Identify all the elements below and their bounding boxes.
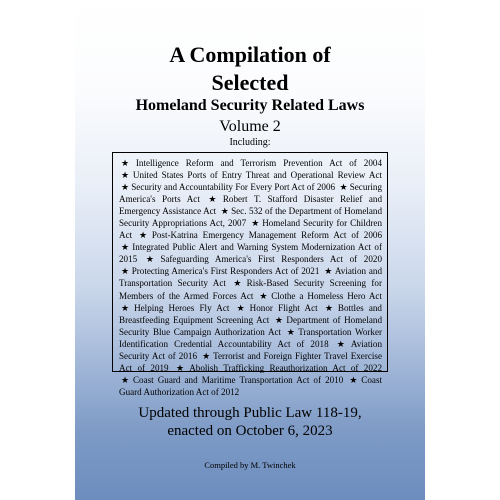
law-item: Protecting America's First Responders Act of 2021 [131, 266, 320, 277]
law-item: Clothe a Homeless Hero Act [271, 290, 382, 301]
law-item: Aviation and Transportation Security Act [119, 266, 382, 289]
updated-line-1: Updated through Public Law 118-19, [138, 405, 362, 421]
law-item: Securing America's Ports Act [119, 182, 383, 205]
updated-line-2: enacted on October 6, 2023 [167, 423, 333, 439]
star-separator-icon: ★ [202, 350, 212, 361]
star-separator-icon: ★ [220, 206, 230, 217]
law-item: Sec. 532 of the Department of Homeland Security Appropriations Act, 2007 [119, 206, 383, 229]
star-separator-icon: ★ [324, 266, 333, 277]
title-line-1: A Compilation of [169, 42, 331, 67]
star-separator-icon: ★ [121, 170, 131, 181]
star-separator-icon: ★ [349, 374, 360, 385]
star-separator-icon: ★ [324, 302, 336, 313]
title-line-2: Selected [211, 70, 289, 95]
compiled-by: Compiled by M. Twinchek [204, 460, 296, 470]
star-separator-icon: ★ [121, 182, 130, 193]
law-item: Department of Homeland Security Blue Campaign Authorization Act [119, 314, 382, 337]
law-item: United States Ports of Entry Threat and Operational Review Act [132, 170, 383, 181]
law-item: Bottles and Breastfeeding Equipment Screening Act [119, 302, 382, 325]
volume-label: Volume 2 [219, 118, 281, 135]
law-item: Terrorist and Foreign Fighter Travel Exercise Act of 2019 [119, 350, 382, 373]
law-item: Security and Accountability For Every Port Act of 2006 [131, 182, 336, 193]
law-item: Integrated Public Alert and Warning System Modernization Act of 2015 [119, 242, 382, 265]
star-separator-icon: ★ [274, 314, 285, 325]
law-item: Honor Flight Act [249, 302, 318, 313]
including-label: Including: [229, 137, 271, 148]
star-separator-icon: ★ [336, 338, 349, 349]
star-separator-icon: ★ [339, 182, 348, 193]
law-item: Helping Heroes Fly Act [134, 302, 230, 313]
star-separator-icon: ★ [121, 266, 130, 277]
star-separator-icon: ★ [121, 242, 131, 253]
law-item: Risk-Based Security Screening for Members of the Armed Forces Act [119, 278, 383, 301]
law-item: Intelligence Reform and Terrorism Prevention Act of 2004 [135, 158, 382, 168]
law-item: Aviation Security Act of 2016 [119, 338, 382, 361]
law-item: Robert T. Stafford Disaster Relief and Emergency Assistance Act [119, 194, 383, 217]
law-item: Transportation Worker Identification Credential Accountability Act of 2018 [119, 326, 383, 349]
law-item: Abolish Trafficking Reauthorization Act of 2022 [189, 362, 382, 373]
law-item: Safeguarding America's First Responders Act of 2020 [160, 254, 382, 265]
star-separator-icon: ★ [259, 290, 270, 301]
book-cover [75, 0, 425, 500]
star-separator-icon: ★ [233, 278, 245, 289]
law-item: Homeland Security for Children Act [119, 218, 382, 241]
star-separator-icon: ★ [251, 218, 261, 229]
star-separator-icon: ★ [121, 158, 134, 168]
law-item: Coast Guard Authorization Act of 2012 [119, 374, 383, 397]
star-separator-icon: ★ [121, 302, 133, 313]
law-item: Post-Katrina Emergency Management Reform Act of 2006 [151, 230, 382, 241]
subtitle: Homeland Security Related Laws [135, 97, 365, 114]
star-separator-icon: ★ [139, 230, 150, 241]
law-item: Coast Guard and Maritime Transportation Act of 2010 [132, 374, 344, 385]
star-separator-icon: ★ [145, 254, 159, 265]
star-separator-icon: ★ [175, 362, 188, 373]
star-separator-icon: ★ [121, 374, 131, 385]
star-separator-icon: ★ [286, 326, 297, 337]
star-separator-icon: ★ [236, 302, 248, 313]
laws-list-box [112, 152, 388, 397]
laws-list [119, 157, 382, 398]
star-separator-icon: ★ [208, 194, 221, 205]
